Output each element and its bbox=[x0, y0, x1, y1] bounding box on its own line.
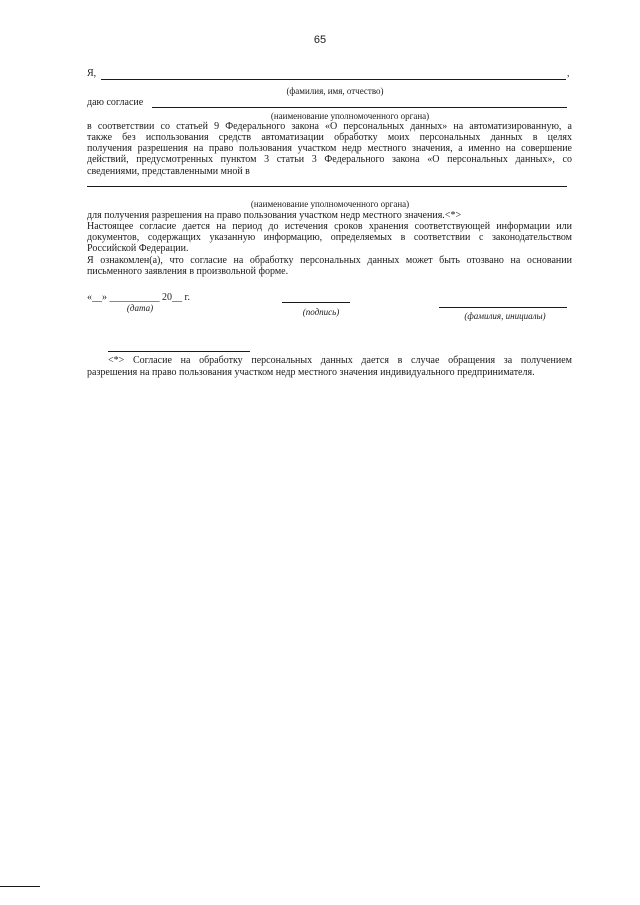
purpose-line: для получения разрешения на право пользования участком недр местного значения.<*> bbox=[87, 210, 462, 221]
para1-line3: получения разрешения на право пользования участком недр местного значения, а именно на совершение bbox=[87, 143, 572, 154]
name-initials-caption: (фамилия, инициалы) bbox=[464, 311, 546, 321]
date-caption: (дата) bbox=[126, 303, 154, 313]
para3-line1: Я ознакомлен(а), что согласие на обработку персональных данных может быть отозвано на основании bbox=[87, 255, 572, 266]
footnote-line1: <*> Согласие на обработку персональных данных дается в случае обращения за получением bbox=[108, 355, 572, 366]
date-field: «__» __________ 20__ г. bbox=[87, 292, 190, 303]
para2-line3: Российской Федерации. bbox=[87, 243, 189, 254]
ya-suffix: , bbox=[567, 68, 570, 79]
consent-prefix: даю согласие bbox=[87, 97, 144, 108]
organ-field-line-1 bbox=[152, 107, 567, 108]
organ-caption-1: (наименование уполномоченного органа) bbox=[270, 111, 430, 121]
para2-line2: документов, содержащих указанную информацию, определяемых в соответствии с законодательством bbox=[87, 232, 572, 243]
name-initials-line bbox=[439, 307, 567, 308]
organ-caption-2: (наименование уполномоченного органа) bbox=[250, 199, 410, 209]
page-number: 65 bbox=[313, 34, 327, 46]
para1-line2: также без использования средств автоматизации обработку моих персональных данных в целях bbox=[87, 132, 572, 143]
signature-line bbox=[282, 302, 350, 303]
footnote-line2: разрешения на право пользования участком недр местного значения индивидуального предпринимателя. bbox=[87, 367, 535, 378]
para1-line1: в соответствии со статьей 9 Федерального закона «О персональных данных» на автоматизированную, а bbox=[87, 121, 572, 132]
para1-line5: сведениями, представленными мной в bbox=[87, 166, 250, 177]
footnote-separator bbox=[108, 351, 250, 352]
name-field-line bbox=[101, 79, 566, 80]
para3-line2: письменного заявления в произвольной форме. bbox=[87, 266, 289, 277]
name-caption: (фамилия, имя, отчество) bbox=[286, 86, 384, 96]
para2-line1: Настоящее согласие дается на период до истечения сроков хранения соответствующей информации или bbox=[87, 221, 572, 232]
organ-field-line-2 bbox=[87, 186, 567, 187]
scan-edge-mark bbox=[0, 886, 40, 887]
para1-line4: действий, предусмотренных пунктом 3 статьи 3 Федерального закона «О персональных данных», со bbox=[87, 154, 572, 165]
ya-prefix: Я, bbox=[87, 68, 97, 79]
signature-caption: (подпись) bbox=[302, 307, 340, 317]
